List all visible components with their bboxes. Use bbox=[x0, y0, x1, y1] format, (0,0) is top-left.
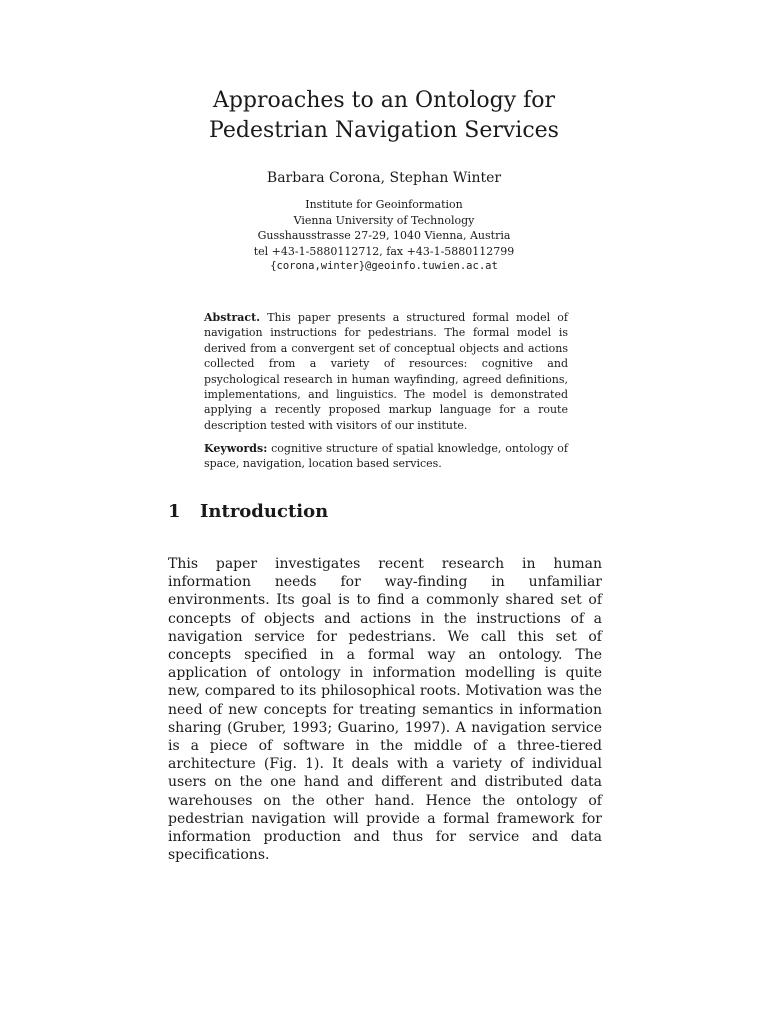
author-list: Barbara Corona, Stephan Winter bbox=[266, 170, 502, 186]
phone-fax: tel +43-1-5880112712, fax +43-1-5880112799 bbox=[253, 244, 515, 258]
postal-address: Gusshausstrasse 27-29, 1040 Vienna, Austria bbox=[257, 229, 511, 242]
title-line-2: Pedestrian Navigation Services bbox=[209, 118, 559, 143]
section-title: Introduction bbox=[200, 501, 329, 522]
abstract-label: Abstract. bbox=[204, 311, 261, 324]
section-number: 1 bbox=[168, 501, 181, 522]
paper-title bbox=[0, 86, 768, 146]
affiliation-block bbox=[0, 197, 768, 275]
university-name: Vienna University of Technology bbox=[293, 213, 475, 227]
abstract-text: This paper presents a structured formal model of navigation instructions for pedestrians. The formal model is derived from a convergent set of conceptual objects and actions collected from a variety of resources: cognitive and psychological research in human wayfinding, agreed definitions, implementations, and linguistics. The model is demonstrated applying a recently proposed markup language for a route description tested with visitors of our institute. bbox=[204, 311, 568, 432]
abstract bbox=[204, 310, 568, 433]
introduction-paragraph: This paper investigates recent research in human information needs for way-finding in unfamiliar environments. Its goal is to find a commonly shared set of concepts of objects and actions in the instructions of a navigation service for pedestrians. We call this set of concepts specified in a formal way an ontology. The application of ontology in information modelling is quite new, compared to its philosophical roots. Motivation was the need of new concepts for treating semantics in information sharing (Gruber, 1993; Guarino, 1997). A navigation service is a piece of software in the middle of a three-tiered architecture (Fig. 1). It deals with a variety of individual users on the one hand and different and distributed data warehouses on the other hand. Hence the ontology of pedestrian navigation will provide a formal framework for information production and thus for service and data specifications. bbox=[168, 556, 602, 864]
title-line-1: Approaches to an Ontology for bbox=[212, 88, 556, 113]
email-address: {corona,winter}@geoinfo.tuwien.ac.at bbox=[270, 260, 498, 272]
institute-name: Institute for Geoinformation bbox=[305, 198, 463, 211]
keywords-text: cognitive structure of spatial knowledge, ontology of space, navigation, location based services. bbox=[204, 442, 568, 471]
keywords-label: Keywords: bbox=[204, 442, 268, 455]
section-heading-introduction bbox=[168, 500, 328, 524]
keywords bbox=[204, 441, 568, 472]
